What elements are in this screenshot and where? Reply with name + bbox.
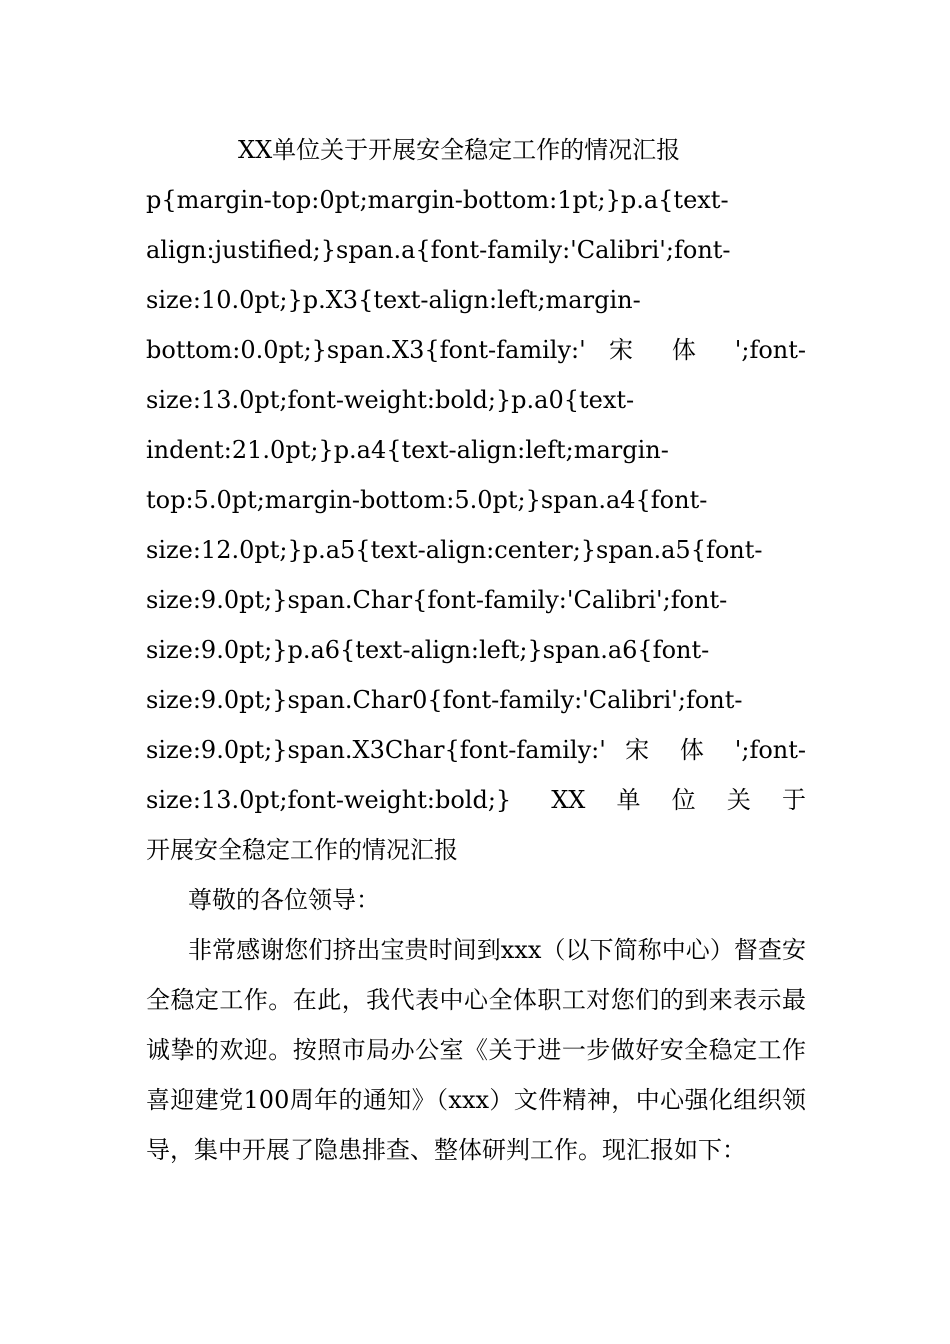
- css-dump-line: size:10.0pt;}p.X3{text-align:left;margin-: [146, 286, 641, 314]
- css-dump-line: top:5.0pt;margin-bottom:5.0pt;}span.a4{font-: [146, 486, 708, 514]
- document-page: [146, 125, 806, 1175]
- repeated-title-start: XX单位关于: [551, 786, 806, 814]
- repeated-title-end: 开展安全稳定工作的情况汇报: [146, 836, 458, 864]
- css-dump-tail: size:13.0pt;font-weight:bold;}: [146, 786, 512, 814]
- css-dump-line: size:9.0pt;}span.X3Char{font-family:' 宋 体 ';font-: [146, 736, 806, 764]
- css-dump-line: indent:21.0pt;}p.a4{text-align:left;margin-: [146, 436, 669, 464]
- css-dump-line: size:13.0pt;font-weight:bold;}p.a0{text-: [146, 386, 635, 414]
- css-dump-line: align:justified;}span.a{font-family:'Calibri';font-: [146, 236, 731, 264]
- document-title: XX单位关于开展安全稳定工作的情况汇报: [238, 136, 681, 164]
- greeting: 尊敬的各位领导：: [188, 886, 380, 914]
- css-dump-line: p{margin-top:0pt;margin-bottom:1pt;}p.a{text-: [146, 186, 729, 214]
- css-dump-line: size:9.0pt;}span.Char{font-family:'Calibri';font-: [146, 586, 728, 614]
- css-dump-line: size:9.0pt;}p.a6{text-align:left;}span.a6{font-: [146, 636, 710, 664]
- body-paragraph: 非常感谢您们挤出宝贵时间到xxx（以下简称中心）督查安全稳定工作。在此，我代表中心全体职工对您们的到来表示最诚挚的欢迎。按照市局办公室《关于进一步做好安全稳定工作喜迎建党100周年的通知》（xxx）文件精神，中心强化组织领导，集中开展了隐患排查、整体研判工作。现汇报如下：: [146, 936, 806, 1164]
- css-dump-line: size:9.0pt;}span.Char0{font-family:'Calibri';font-: [146, 686, 743, 714]
- css-dump-line: size:12.0pt;}p.a5{text-align:center;}span.a5{font-: [146, 536, 763, 564]
- css-dump-line: bottom:0.0pt;}span.X3{font-family:' 宋 体 ';font-: [146, 336, 806, 364]
- css-dump-block: [146, 175, 806, 825]
- css-dump-last-line: [146, 775, 806, 825]
